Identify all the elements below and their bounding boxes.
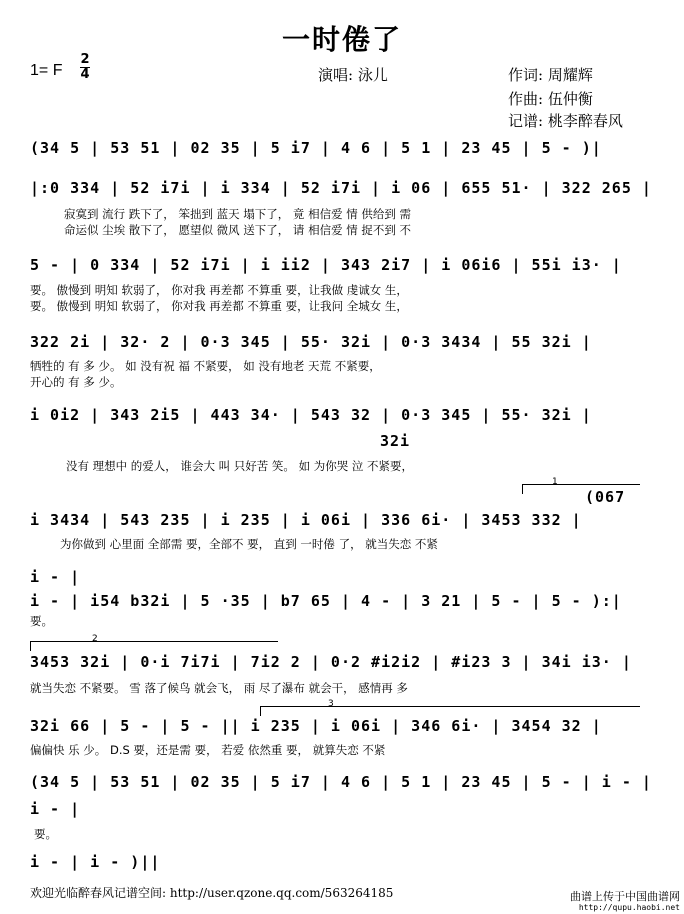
score-row-final: i - | i - )||	[30, 853, 161, 871]
lyric-row-11: 要。	[34, 827, 57, 841]
lyric-row-3-verse-1: 牺牲的 有 多 少。 如 没有祝 福 不紧要， 如 没有地老 天荒 不紧要，	[30, 359, 381, 373]
score-row-8: 3453 32i | 0·i 7i7i | 7i2 2 | 0·2 #i2i2 | #i23 3 | 34i i3· |	[30, 653, 632, 671]
pickup-notes: (067	[585, 488, 626, 506]
lyric-row-3-verse-2: 开心的 有 多 少。	[30, 375, 122, 389]
lyricist-credit: 作词: 周耀辉	[508, 66, 593, 84]
time-signature	[80, 54, 90, 81]
score-row-6: i - |	[30, 568, 81, 586]
time-signature-top: 2	[80, 52, 90, 67]
score-row-intro: (34 5 | 53 51 | 02 35 | 5 i7 | 4 6 | 5 1 | 23 45 | 5 - )|	[30, 139, 602, 157]
score-row-1: |:0 334 | 52 i7i | i 334 | 52 i7i | i 06 | 655 51· | 322 265 |	[30, 179, 652, 197]
score-row-2: 5 - | 0 334 | 52 i7i | i ii2 | 343 2i7 | i 06i6 | 55i i3· |	[30, 256, 622, 274]
footer-site-url[interactable]: http://qupu.haobi.net	[578, 903, 680, 912]
lyric-row-5: 为你做到 心里面 全部需 要，全部不 要， 直到 一时倦 了， 就当失恋 不紧	[60, 537, 438, 551]
lyric-row-4: 没有 理想中 的爱人， 谁会大 叫 只好苦 笑。 如 为你哭 泣 不紧要，	[66, 459, 414, 473]
lyric-row-9: 偏偏快 乐 少。 D.S 要，还是需 要， 若爱 依然重 要， 就算失恋 不紧	[30, 743, 386, 757]
score-row-5: i 3434 | 543 235 | i 235 | i 06i | 336 6i· | 3453 332 |	[30, 511, 582, 529]
singer-credit: 演唱: 泳儿	[318, 66, 388, 84]
score-row-3: 322 2i | 32· 2 | 0·3 345 | 55· 32i | 0·3 3434 | 55 32i |	[30, 333, 592, 351]
lyric-row-2-verse-1: 要。 傲慢到 明知 软弱了， 你对我 再差都 不算重 要，让我做 虔诚女 生，	[30, 283, 408, 297]
footer-welcome: 欢迎光临醉春风记谱空间: http://user.qzone.qq.com/563264185	[30, 886, 394, 900]
score-row-7: i - | i54 b32i | 5 ·35 | b7 65 | 4 - | 3 21 | 5 - | 5 - ):|	[30, 592, 622, 610]
score-row-outro: (34 5 | 53 51 | 02 35 | 5 i7 | 4 6 | 5 1 | 23 45 | 5 - | i - |	[30, 773, 652, 791]
lyric-row-1-verse-2: 命运似 尘埃 散下了， 愿望似 微风 送下了， 请 相信爱 情 捉不到 不	[64, 223, 412, 237]
composer-credit: 作曲: 伍仲衡	[508, 90, 593, 108]
volta-3-label: 3	[328, 699, 334, 709]
score-row-4-alternate: 32i	[380, 432, 411, 450]
volta-2-label: 2	[92, 634, 98, 644]
lyric-row-1-verse-1: 寂寞到 流行 跌下了， 笨拙到 蓝天 塌下了， 竟 相信爱 情 供给到 需	[64, 207, 412, 221]
key-signature: 1= F	[30, 62, 63, 79]
lyric-row-8: 就当失恋 不紧要。 雪 落了候鸟 就会飞， 雨 尽了瀑布 就会干， 感情再 多	[30, 681, 408, 695]
transcriber-credit: 记谱: 桃李醉春风	[508, 112, 623, 130]
time-signature-bottom: 4	[80, 67, 90, 82]
score-row-11: i - |	[30, 800, 81, 818]
footer-site-name: 曲谱上传于中国曲谱网	[570, 890, 680, 903]
lyric-row-2-verse-2: 要。 傲慢到 明知 软弱了， 你对我 再差都 不算重 要，让我问 全城女 生，	[30, 299, 408, 313]
score-row-4: i 0i2 | 343 2i5 | 443 34· | 543 32 | 0·3 345 | 55· 32i |	[30, 406, 592, 424]
lyric-row-7: 要。	[30, 614, 53, 628]
score-row-9: 32i 66 | 5 - | 5 - || i 235 | i 06i | 346 6i· | 3454 32 |	[30, 717, 602, 735]
volta-1-label: 1	[552, 477, 558, 487]
page-title: 一时倦了	[281, 23, 402, 56]
